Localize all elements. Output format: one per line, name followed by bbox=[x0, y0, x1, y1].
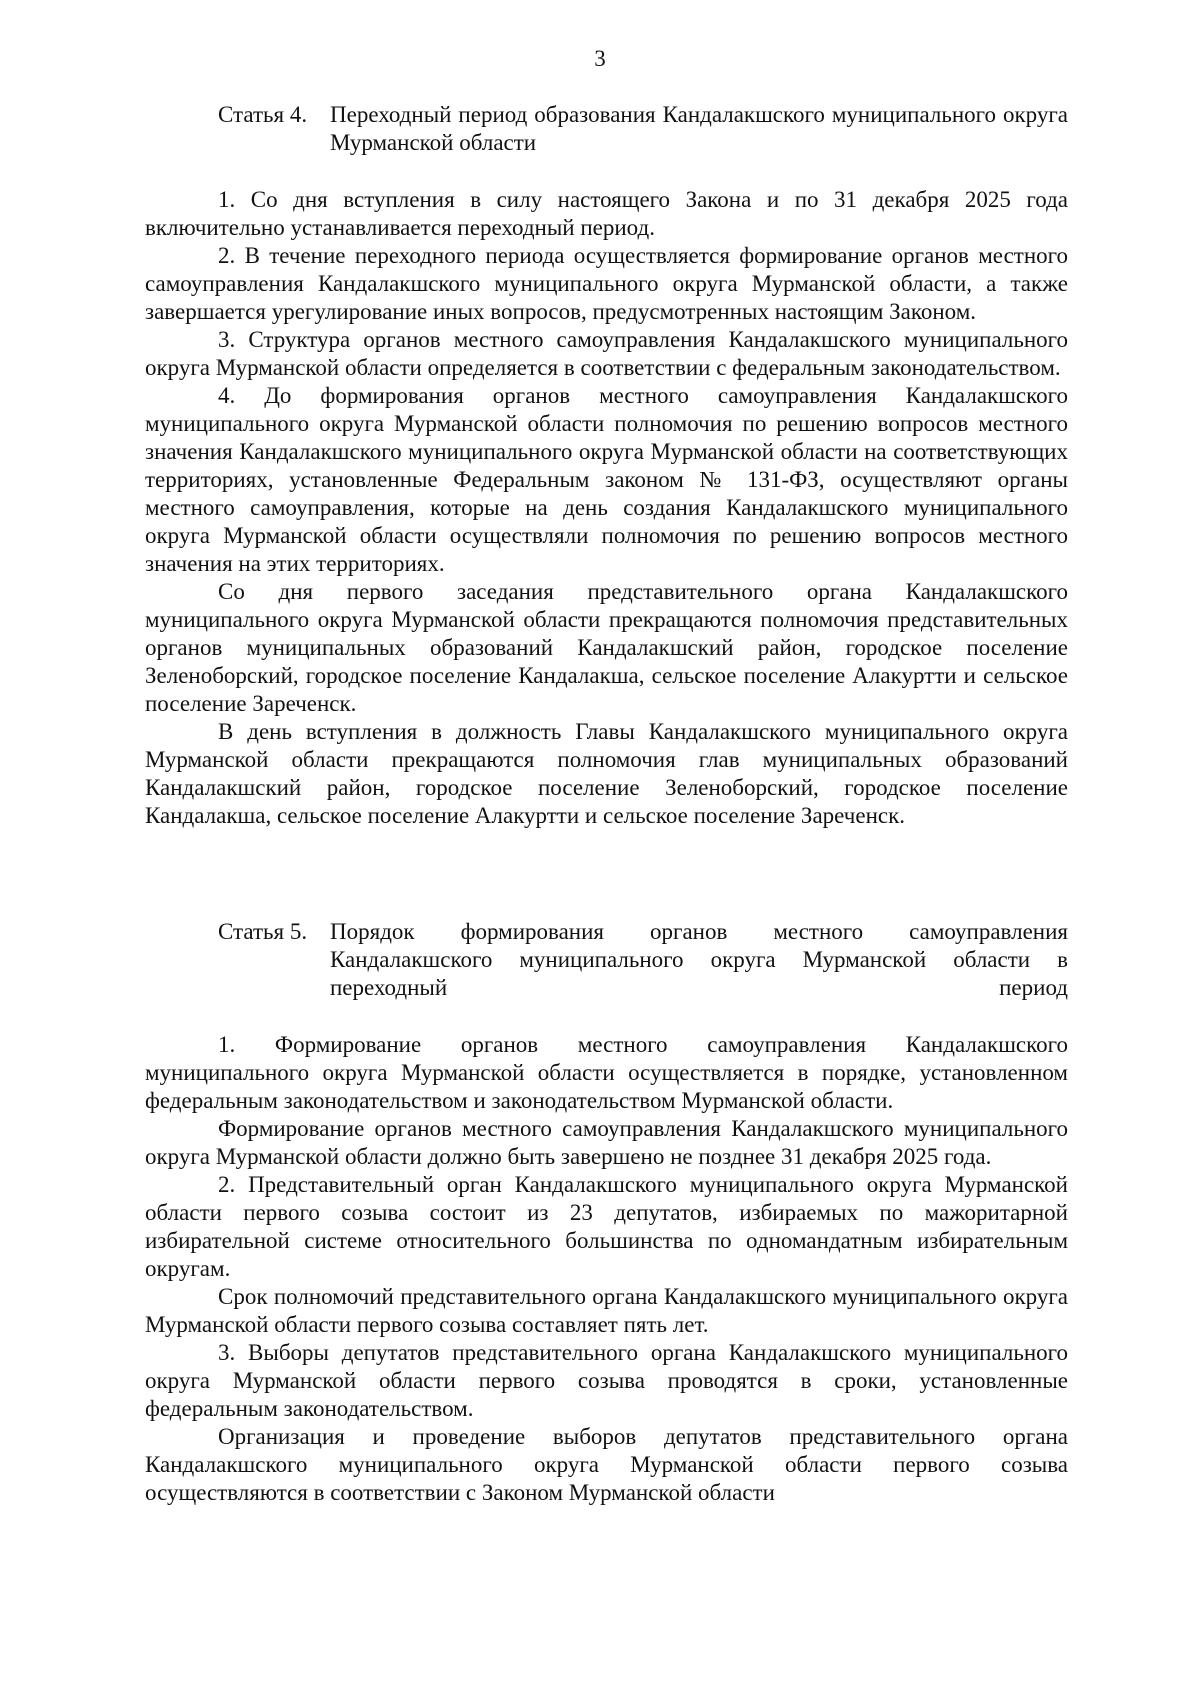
article-4-heading bbox=[218, 101, 1068, 157]
article-5-paragraph: Формирование органов местного самоуправления Кандалакшского муниципального округа Мурманской области должно быть завершено не позднее 31 декабря 2025 года. bbox=[145, 1116, 1068, 1169]
article-5-paragraph: 1. Формирование органов местного самоуправления Кандалакшского муниципального округа Мурманской области осуществляется в порядке, установленном федеральным законодательством и законодательством Мурманской области. bbox=[145, 1032, 1068, 1113]
article-5-heading bbox=[218, 918, 1068, 1002]
article-4-paragraph: Со дня первого заседания представительного органа Кандалакшского муниципального округа Мурманской области прекращаются полномочия представительных органов муниципальных образований Кандалакшский район, городское поселение Зеленоборский, городское поселение Кандалакша, сельское поселение Алакуртти и сельское поселение Зареченск. bbox=[145, 579, 1068, 716]
article-4-paragraph: 3. Структура органов местного самоуправления Кандалакшского муниципального округа Мурманской области определяется в соответствии с федеральным законодательством. bbox=[145, 327, 1068, 380]
article-5-paragraph: Организация и проведение выборов депутатов представительного органа Кандалакшского муниципального округа Мурманской области первого созыва осуществляются в соответствии с Законом Мурманской области bbox=[145, 1424, 1068, 1505]
article-4-label: Статья 4. bbox=[218, 102, 308, 127]
article-4-paragraph: В день вступления в должность Главы Кандалакшского муниципального округа Мурманской области прекращаются полномочия глав муниципальных образований Кандалакшский район, городское поселение Зеленоборский, городское поселение Кандалакша, сельское поселение Алакуртти и сельское поселение Зареченск. bbox=[145, 719, 1068, 828]
article-4-paragraph: 1. Со дня вступления в силу настоящего Закона и по 31 декабря 2025 года включительно устанавливается переходный период. bbox=[145, 187, 1068, 240]
page-number: 3 bbox=[594, 46, 606, 71]
article-5-title: Порядок формирования органов местного самоуправления Кандалакшского муниципального округа Мурманской области в переходный период bbox=[330, 919, 1068, 1000]
article-5-paragraph: 2. Представительный орган Кандалакшского муниципального округа Мурманской области первого созыва состоит из 23 депутатов, избираемых по мажоритарной избирательной системе относительного большинства по одномандатным избирательным округам. bbox=[145, 1172, 1068, 1281]
article-4-title: Переходный период образования Кандалакшского муниципального округа Мурманской области bbox=[330, 102, 1068, 155]
article-4-paragraph: 2. В течение переходного периода осуществляется формирование органов местного самоуправления Кандалакшского муниципального округа Мурманской области, а также завершается урегулирование иных вопросов, предусмотренных настоящим Законом. bbox=[145, 243, 1068, 324]
article-5-label: Статья 5. bbox=[218, 919, 308, 944]
article-4-body bbox=[145, 186, 1068, 830]
article-5-paragraph: Срок полномочий представительного органа Кандалакшского муниципального округа Мурманской области первого созыва составляет пять лет. bbox=[145, 1284, 1068, 1337]
article-5-body bbox=[145, 1031, 1068, 1507]
article-5-paragraph: 3. Выборы депутатов представительного органа Кандалакшского муниципального округа Мурманской области первого созыва проводятся в сроки, установленные федеральным законодательством. bbox=[145, 1340, 1068, 1421]
article-4-paragraph: 4. До формирования органов местного самоуправления Кандалакшского муниципального округа Мурманской области полномочия по решению вопросов местного значения Кандалакшского муниципального округа Мурманской области на соответствующих территориях, установленные Федеральным законом № 131-ФЗ, осуществляют органы местного самоуправления, которые на день создания Кандалакшского муниципального округа Мурманской области осуществляли полномочия по решению вопросов местного значения на этих территориях. bbox=[145, 383, 1068, 576]
